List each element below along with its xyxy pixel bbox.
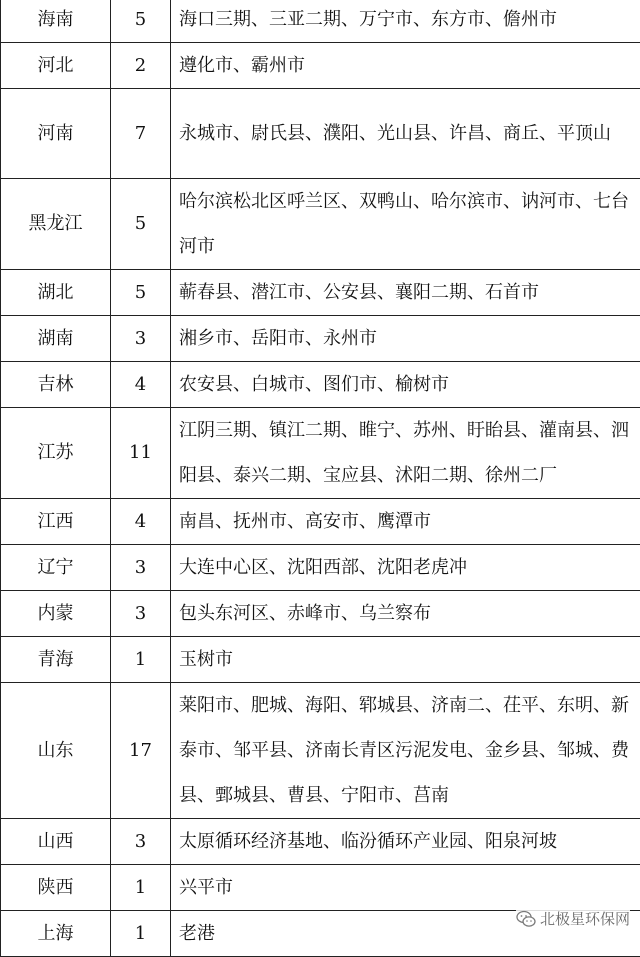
cities-cell: 兴平市: [171, 865, 640, 911]
watermark-text: 北极星环保网: [540, 908, 630, 929]
count-cell: 4: [111, 499, 171, 545]
table-row: [1, 865, 640, 911]
count-cell: 3: [111, 316, 171, 362]
table-row: [1, 270, 640, 316]
count-cell: 4: [111, 362, 171, 408]
province-cell: 江西: [1, 499, 111, 545]
watermark: [516, 908, 630, 929]
province-cell: 山东: [1, 683, 111, 819]
table-row: [1, 499, 640, 545]
table-row: [1, 545, 640, 591]
table-row: [1, 683, 640, 819]
count-cell: 1: [111, 911, 171, 957]
cities-cell: 蕲春县、潜江市、公安县、襄阳二期、石首市: [171, 270, 640, 316]
cities-cell: 太原循环经济基地、临汾循环产业园、阳泉河坡: [171, 819, 640, 865]
province-cell: 海南: [1, 0, 111, 43]
table-row: [1, 819, 640, 865]
table-row: [1, 637, 640, 683]
province-cell: 河南: [1, 89, 111, 179]
province-cell: 黑龙江: [1, 179, 111, 270]
cities-cell: 农安县、白城市、图们市、榆树市: [171, 362, 640, 408]
cities-cell: 湘乡市、岳阳市、永州市: [171, 316, 640, 362]
cities-cell: 永城市、尉氏县、濮阳、光山县、许昌、商丘、平顶山: [171, 89, 640, 179]
table-row: [1, 0, 640, 43]
cities-cell: 南昌、抚州市、高安市、鹰潭市: [171, 499, 640, 545]
province-cell: 湖南: [1, 316, 111, 362]
province-cell: 河北: [1, 43, 111, 89]
province-cell: 陕西: [1, 865, 111, 911]
count-cell: 1: [111, 637, 171, 683]
count-cell: 7: [111, 89, 171, 179]
table-row: [1, 179, 640, 270]
count-cell: 3: [111, 591, 171, 637]
cities-cell: 老港: [171, 911, 640, 957]
count-cell: 1: [111, 865, 171, 911]
count-cell: 5: [111, 179, 171, 270]
province-cell: 上海: [1, 911, 111, 957]
cities-cell: 包头东河区、赤峰市、乌兰察布: [171, 591, 640, 637]
count-cell: 5: [111, 0, 171, 43]
province-cell: 青海: [1, 637, 111, 683]
province-cell: 湖北: [1, 270, 111, 316]
cities-cell: 江阴三期、镇江二期、睢宁、苏州、盱眙县、灌南县、泗阳县、泰兴二期、宝应县、沭阳二期、徐州二厂: [171, 408, 640, 499]
count-cell: 3: [111, 545, 171, 591]
count-cell: 3: [111, 819, 171, 865]
province-cell: 江苏: [1, 408, 111, 499]
count-cell: 11: [111, 408, 171, 499]
cities-cell: 玉树市: [171, 637, 640, 683]
table-row: [1, 408, 640, 499]
province-cell: 吉林: [1, 362, 111, 408]
count-cell: 2: [111, 43, 171, 89]
cities-cell: 哈尔滨松北区呼兰区、双鸭山、哈尔滨市、讷河市、七台河市: [171, 179, 640, 270]
table-row: [1, 591, 640, 637]
province-cell: 辽宁: [1, 545, 111, 591]
cities-cell: 莱阳市、肥城、海阳、郓城县、济南二、茌平、东明、新泰市、邹平县、济南长青区污泥发电、金乡县、邹城、费县、鄄城县、曹县、宁阳市、莒南: [171, 683, 640, 819]
cities-cell: 海口三期、三亚二期、万宁市、东方市、儋州市: [171, 0, 640, 43]
cities-cell: 大连中心区、沈阳西部、沈阳老虎冲: [171, 545, 640, 591]
count-cell: 17: [111, 683, 171, 819]
count-cell: 5: [111, 270, 171, 316]
table-row: [1, 43, 640, 89]
table-body: [1, 0, 640, 957]
table-row: [1, 89, 640, 179]
cities-cell: 遵化市、霸州市: [171, 43, 640, 89]
table-row: [1, 362, 640, 408]
table-row: [1, 316, 640, 362]
wechat-icon: [516, 910, 536, 928]
province-cell: 山西: [1, 819, 111, 865]
province-cell: 内蒙: [1, 591, 111, 637]
